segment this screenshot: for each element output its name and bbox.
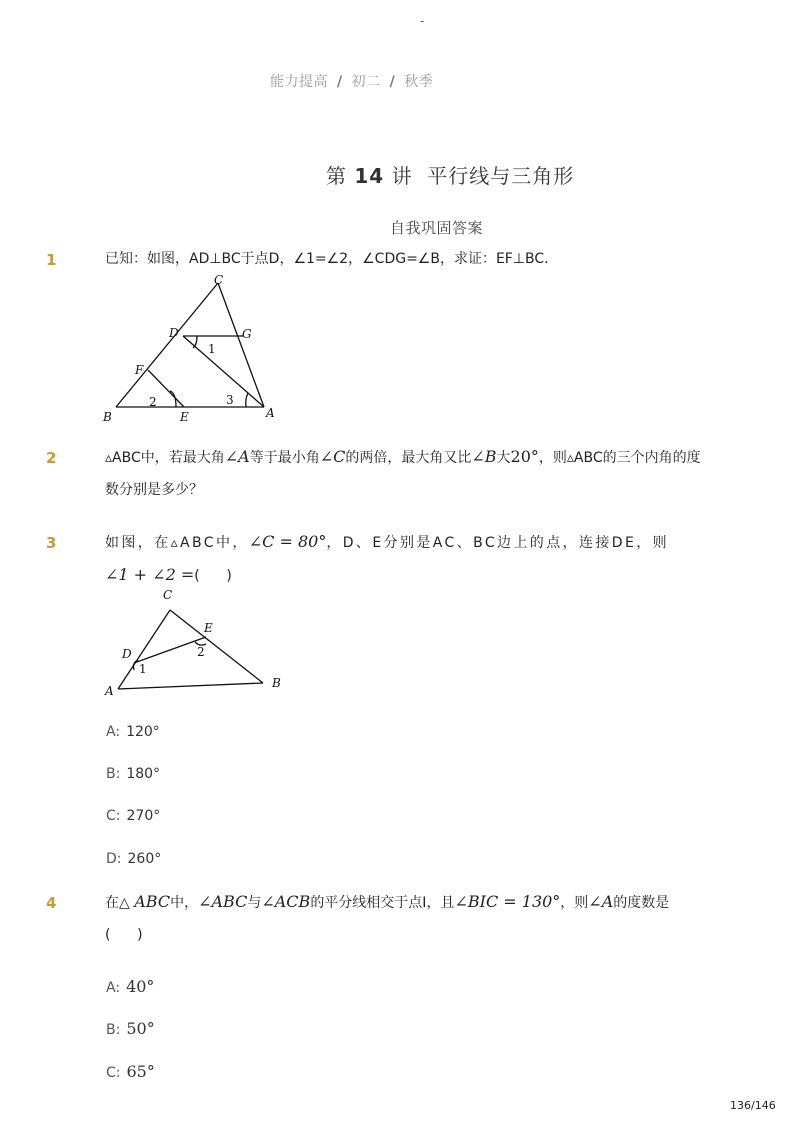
answer-option[interactable]: [106, 808, 160, 824]
option-label: D:: [106, 851, 122, 867]
breadcrumb-separator: /: [389, 74, 396, 90]
text-run: ▵ABC中，若最大角: [105, 450, 225, 466]
top-dash: -: [420, 14, 425, 28]
figure-label: D: [122, 647, 132, 661]
breadcrumb: [270, 71, 433, 91]
text-run: ( ): [105, 927, 143, 943]
question-3-text: [105, 526, 725, 592]
figure-label: 3: [226, 393, 234, 407]
answer-option[interactable]: [106, 1019, 155, 1038]
breadcrumb-item: 秋季: [404, 74, 434, 90]
figure-label: B: [103, 410, 112, 424]
option-label: C:: [106, 808, 121, 824]
answer-option[interactable]: [106, 977, 154, 996]
option-label: C:: [106, 1065, 121, 1081]
question-4-text: [105, 886, 725, 951]
figure-label: 2: [149, 395, 157, 409]
text-run: 如图，在▵ABC中，: [105, 535, 249, 551]
option-value: 180°: [126, 766, 161, 782]
answer-option[interactable]: [106, 1062, 155, 1081]
title-number: 14: [354, 164, 385, 188]
math-run: ∠A: [224, 447, 250, 466]
text-run: ，则: [560, 895, 589, 911]
answer-option[interactable]: [106, 766, 160, 782]
option-label: B:: [106, 766, 121, 782]
figure-label: C: [163, 588, 173, 602]
figure-label: 1: [208, 342, 216, 356]
figure-label: E: [180, 410, 189, 424]
page-number: 136/146: [730, 1099, 776, 1112]
option-value: 270°: [126, 808, 161, 824]
title-prefix: 第: [326, 164, 347, 188]
answer-option[interactable]: [106, 724, 160, 740]
figure-label: D: [169, 326, 179, 340]
math-run: ∠1 + ∠2 =: [105, 565, 195, 584]
breadcrumb-item: 初二: [351, 74, 381, 90]
figure-label: E: [204, 621, 213, 635]
math-run: ∠ABC: [198, 892, 248, 911]
math-run: ∠A: [588, 892, 614, 911]
figure-label: A: [266, 406, 275, 420]
section-subtitle: 自我巩固答案: [390, 219, 484, 237]
question-number: 3: [46, 534, 57, 552]
text-run: ，D、E分别是AC、BC边上的点，连接DE，则: [326, 535, 670, 551]
question-3-figure: [100, 585, 300, 700]
question-number: 2: [46, 449, 57, 467]
question-2-text: [105, 441, 725, 506]
breadcrumb-separator: /: [337, 74, 343, 90]
question-1-figure: [100, 275, 300, 425]
figure-label: F: [135, 363, 144, 377]
title-suffix: 讲 平行线与三角形: [391, 164, 575, 188]
text-run: 数分别是多少？: [105, 482, 203, 498]
option-value: 40°: [126, 977, 155, 996]
math-run: ∠B: [471, 447, 497, 466]
figure-label: B: [272, 676, 281, 690]
option-label: A:: [106, 724, 121, 740]
text-run: 等于最小角: [249, 450, 320, 466]
text-run: 的度数是: [613, 895, 670, 911]
text-run: 与: [247, 895, 262, 911]
math-run: ∠BIC = 130°: [454, 892, 561, 911]
page-title: [326, 160, 574, 189]
figure-label: C: [214, 275, 224, 287]
option-label: B:: [106, 1022, 121, 1038]
question-1-text: 已知：如图，AD⊥BC于点D，∠1=∠2，∠CDG=∠B，求证：EF⊥BC．: [105, 251, 559, 267]
math-run: ∠C = 80°: [248, 532, 327, 551]
figure-label: A: [105, 684, 114, 698]
text-run: 在△: [105, 895, 135, 911]
math-run: ∠ACB: [261, 892, 311, 911]
text-run: 的平分线相交于点I，且: [310, 895, 455, 911]
text-run: ，则▵ABC的三个内角的度: [538, 450, 701, 466]
option-label: A:: [106, 980, 121, 996]
option-value: 50°: [126, 1019, 155, 1038]
option-value: 65°: [126, 1062, 155, 1081]
math-run: ∠C: [319, 447, 346, 466]
text-run: 中，: [170, 895, 199, 911]
text-run: ( ): [194, 568, 232, 584]
breadcrumb-item: 能力提高: [270, 74, 328, 90]
question-number: 1: [46, 251, 57, 269]
option-value: 120°: [126, 724, 160, 740]
math-run: 20°: [510, 447, 539, 466]
math-run: ABC: [134, 892, 171, 911]
question-number: 4: [46, 894, 57, 912]
text-run: 大: [496, 450, 511, 466]
figure-label: 2: [197, 645, 205, 659]
figure-label: G: [242, 327, 252, 341]
figure-label: 1: [139, 662, 147, 676]
answer-option[interactable]: [106, 851, 161, 867]
text-run: 的两倍，最大角又比: [345, 450, 472, 466]
option-value: 260°: [127, 851, 162, 867]
